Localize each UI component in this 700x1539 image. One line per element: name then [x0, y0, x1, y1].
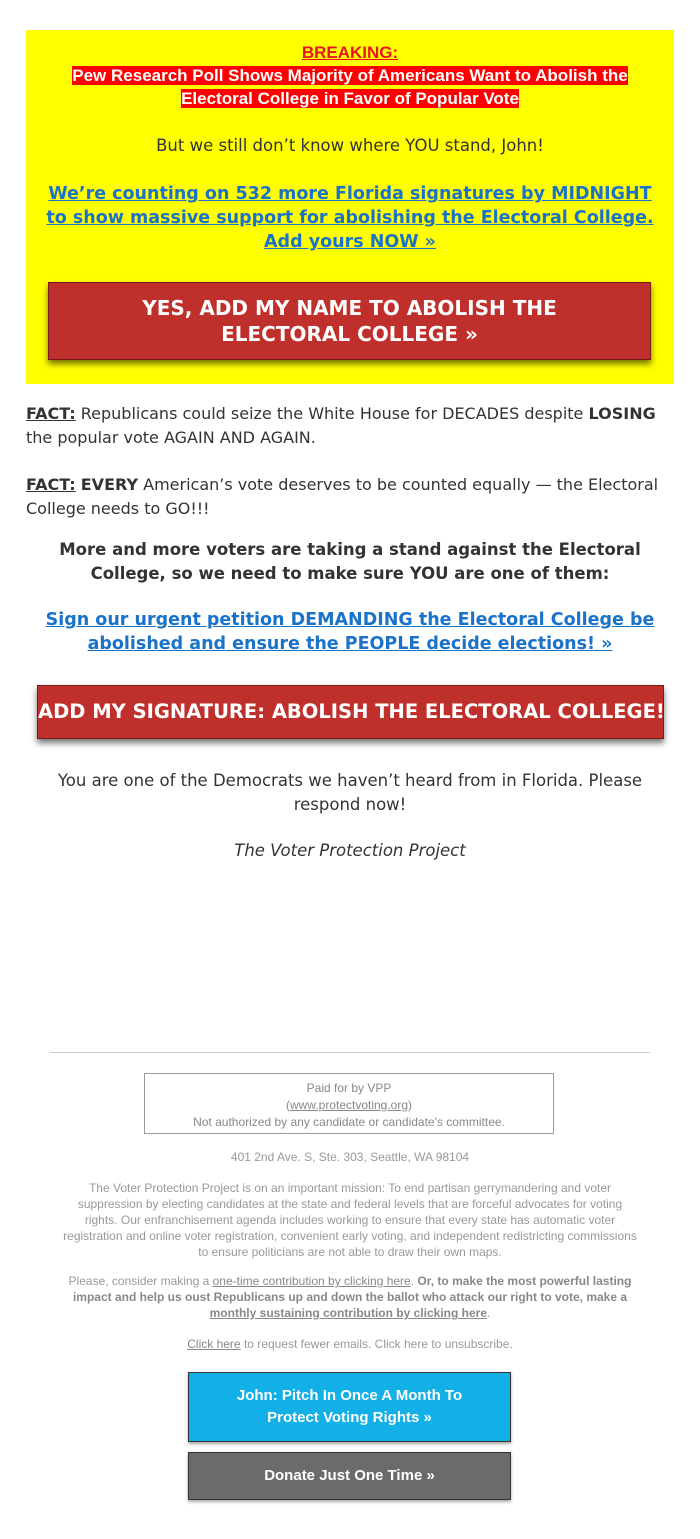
mailing-address: 401 2nd Ave. S, Ste. 303, Seattle, WA 98104: [230, 1150, 470, 1164]
not-heard-text: You are one of the Democrats we haven’t heard from in Florida. Please respond now!: [57, 771, 643, 814]
more-voters-text: More and more voters are taking a stand against the Electoral College, so we need to make sure YOU are one of them:: [59, 540, 641, 583]
headline-highlight: Pew Research Poll Shows Majority of Americans Want to Abolish the Electoral College in Favor of Popular Vote: [72, 66, 628, 108]
still-question: But we still don’t know where YOU stand, John!: [156, 136, 544, 155]
email-preferences: [60, 1336, 640, 1352]
contrib-text: .: [487, 1306, 491, 1320]
mission-statement: The Voter Protection Project is on an important mission: To end partisan gerrymandering and voter suppression by electing candidates at the state and federal levels that are forceful advocates for voting rights. Our enfranchisement agenda includes working to ensure that every state has automatic voter registration and online voter registration, convenient early voting, and independent redistricting commissions to ensure politicians are not able to draw their own maps.: [63, 1181, 637, 1259]
banner-headline: [36, 64, 664, 110]
paren-close: ): [408, 1098, 413, 1112]
fact-text: Republicans could seize the White House for DECADES despite: [75, 404, 589, 423]
website-line: [145, 1097, 553, 1114]
monthly-contribution-link[interactable]: monthly sustaining contribution by clicking here: [209, 1306, 487, 1320]
monthly-donation-button[interactable]: [188, 1372, 511, 1442]
breaking-label: BREAKING:: [301, 43, 399, 62]
petition-link[interactable]: Sign our urgent petition DEMANDING the Electoral College be abolished and ensure the PEOPLE decide elections! »: [45, 610, 655, 654]
contrib-text: .: [410, 1274, 418, 1288]
unsubscribe-text: to request fewer emails. Click here to unsubscribe.: [240, 1337, 513, 1351]
one-time-donation-button[interactable]: Donate Just One Time »: [188, 1452, 511, 1500]
contribution-paragraph: [60, 1273, 640, 1321]
paren-open: (: [285, 1098, 290, 1112]
add-signature-button[interactable]: ADD MY SIGNATURE: ABOLISH THE ELECTORAL COLLEGE! »: [37, 685, 664, 739]
add-my-name-button[interactable]: [48, 282, 651, 360]
fact-text: American’s vote deserves to be counted equally — the Electoral College needs to GO!!!: [26, 475, 659, 518]
not-authorized-text: Not authorized by any candidate or candidate's committee.: [193, 1115, 505, 1129]
contrib-bold-text: Or, to make the most powerful lasting impact and help us oust Republicans up and down the ballot who attack our right to vote, make a: [72, 1274, 632, 1304]
monthly-donation-label: John: Pitch In Once A Month To Protect Voting Rights »: [236, 1387, 463, 1426]
fact-label: FACT:: [26, 475, 76, 494]
one-time-contribution-link[interactable]: one-time contribution by clicking here: [212, 1274, 411, 1288]
contrib-text: Please, consider making a: [68, 1274, 213, 1288]
paid-for-text: Paid for by VPP: [306, 1081, 392, 1095]
paid-for-box: [144, 1073, 554, 1134]
petition-paragraph: [26, 608, 674, 656]
counting-paragraph: [38, 182, 662, 254]
fact-bold: EVERY: [80, 475, 139, 494]
website-link[interactable]: www.protectvoting.org: [289, 1098, 409, 1112]
add-my-name-label: YES, ADD MY NAME TO ABOLISH THE ELECTORAL COLLEGE »: [142, 296, 557, 346]
signoff: The Voter Protection Project: [234, 841, 466, 860]
fact-paragraph-1: [26, 402, 666, 450]
counting-link[interactable]: We’re counting on 532 more Florida signatures by MIDNIGHT to show massive support for abolishing the Electoral College. Add yours NOW »: [46, 184, 654, 252]
fewer-emails-link[interactable]: Click here: [187, 1337, 241, 1351]
fact-label: FACT:: [26, 404, 76, 423]
footer-divider: [50, 1052, 650, 1053]
fact-text: the popular vote AGAIN AND AGAIN.: [26, 428, 316, 447]
fact-paragraph-2: [26, 473, 666, 521]
fact-bold: LOSING: [588, 404, 656, 423]
